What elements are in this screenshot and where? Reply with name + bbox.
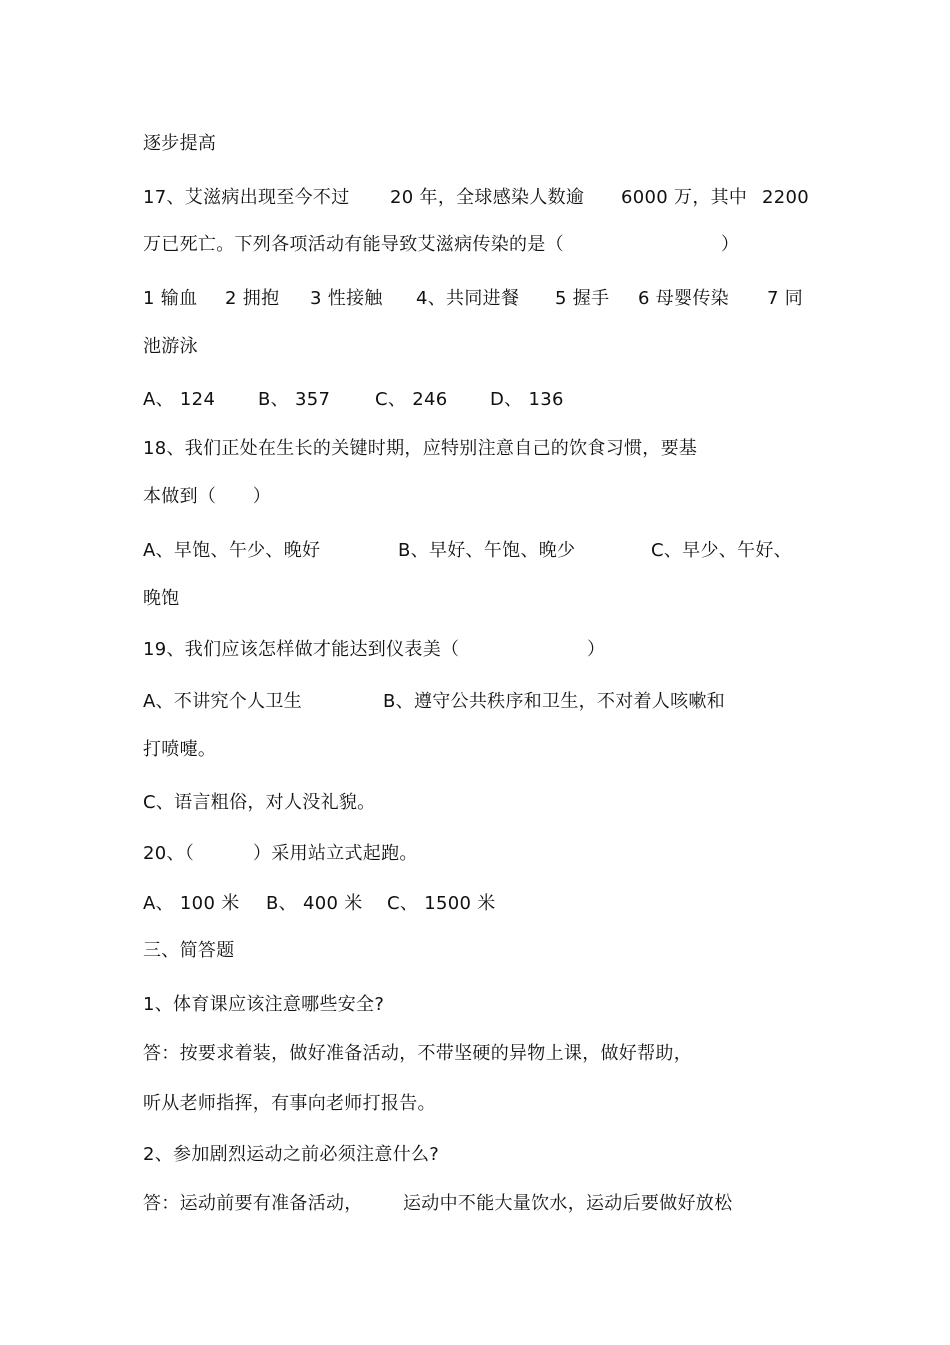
short-answer-1-line2: 听从老师指挥，有事向老师打报告。 (143, 1093, 436, 1114)
q17-text: 20 年，全球感染人数逾 (390, 187, 585, 208)
question-19 (143, 638, 813, 662)
list-item: 2 拥抱 (225, 288, 280, 309)
list-item: 5 握手 (555, 288, 610, 309)
question-17-line1 (143, 186, 813, 210)
option-c: C、 1500 米 (387, 893, 496, 914)
option-a: A、 100 米 (143, 893, 240, 914)
question-18-options (143, 539, 813, 563)
list-item: 4、共同进餐 (416, 288, 520, 309)
section-title: 三、简答题 (143, 940, 235, 961)
short-answer-question-1: 1、体育课应该注意哪些安全? (143, 994, 385, 1015)
q19-text: ） (587, 639, 606, 660)
q17-text: 万已死亡。下列各项活动有能导致艾滋病传染的是（ (143, 234, 564, 255)
option-b: B、早好、午饱、晚少 (398, 540, 576, 561)
option-a: A、不讲究个人卫生 (143, 691, 303, 712)
short-answer-1-line1: 答：按要求着装，做好准备活动，不带坚硬的异物上课，做好帮助， (143, 1043, 692, 1064)
answer-text: 运动中不能大量饮水，运动后要做好放松 (403, 1193, 733, 1214)
option-c: C、早少、午好、 (651, 540, 792, 561)
option-b: B、 400 米 (266, 893, 363, 914)
q17-text: ） (721, 234, 740, 255)
option-b: B、 357 (258, 389, 331, 410)
text-line: 逐步提高 (143, 133, 217, 154)
option-a: A、 124 (143, 389, 216, 410)
list-item: 7 同 (767, 288, 804, 309)
q17-text: 17、艾滋病出现至今不过 (143, 187, 350, 208)
question-17-line2 (143, 233, 813, 257)
option-d: D、 136 (490, 389, 564, 410)
list-item: 6 母婴传染 (638, 288, 729, 309)
option-c: C、 246 (375, 389, 448, 410)
short-answer-question-2: 2、参加剧烈运动之前必须注意什么? (143, 1144, 440, 1165)
answer-text: 答：运动前要有准备活动， (143, 1193, 363, 1214)
q20-text: ）采用站立式起跑。 (253, 843, 418, 864)
list-item: 3 性接触 (310, 288, 383, 309)
question-19-option-b-cont: 打喷嚏。 (143, 739, 217, 760)
question-19-option-c: C、语言粗俗，对人没礼貌。 (143, 792, 376, 813)
question-17-options (143, 388, 813, 412)
q17-text: 2200 (762, 187, 810, 208)
question-18-line1: 18、我们正处在生长的关键时期，应特别注意自己的饮食习惯，要基 (143, 438, 698, 459)
q19-text: 19、我们应该怎样做才能达到仪表美（ (143, 639, 460, 660)
option-a: A、早饱、午少、晚好 (143, 540, 321, 561)
question-20 (143, 842, 813, 866)
question-20-options (143, 892, 813, 916)
short-answer-2-line1 (143, 1192, 813, 1216)
question-18-options-cont: 晚饱 (143, 588, 180, 609)
option-b: B、遵守公共秩序和卫生，不对着人咳嗽和 (383, 691, 726, 712)
q17-text: 6000 万，其中 (621, 187, 748, 208)
q20-text: 20、（ (143, 843, 195, 864)
list-item: 1 输血 (143, 288, 198, 309)
question-18-line2: 本做到（ ） (143, 486, 272, 507)
question-17-items-cont: 池游泳 (143, 336, 198, 357)
question-17-items (143, 287, 813, 311)
question-19-options (143, 690, 813, 714)
